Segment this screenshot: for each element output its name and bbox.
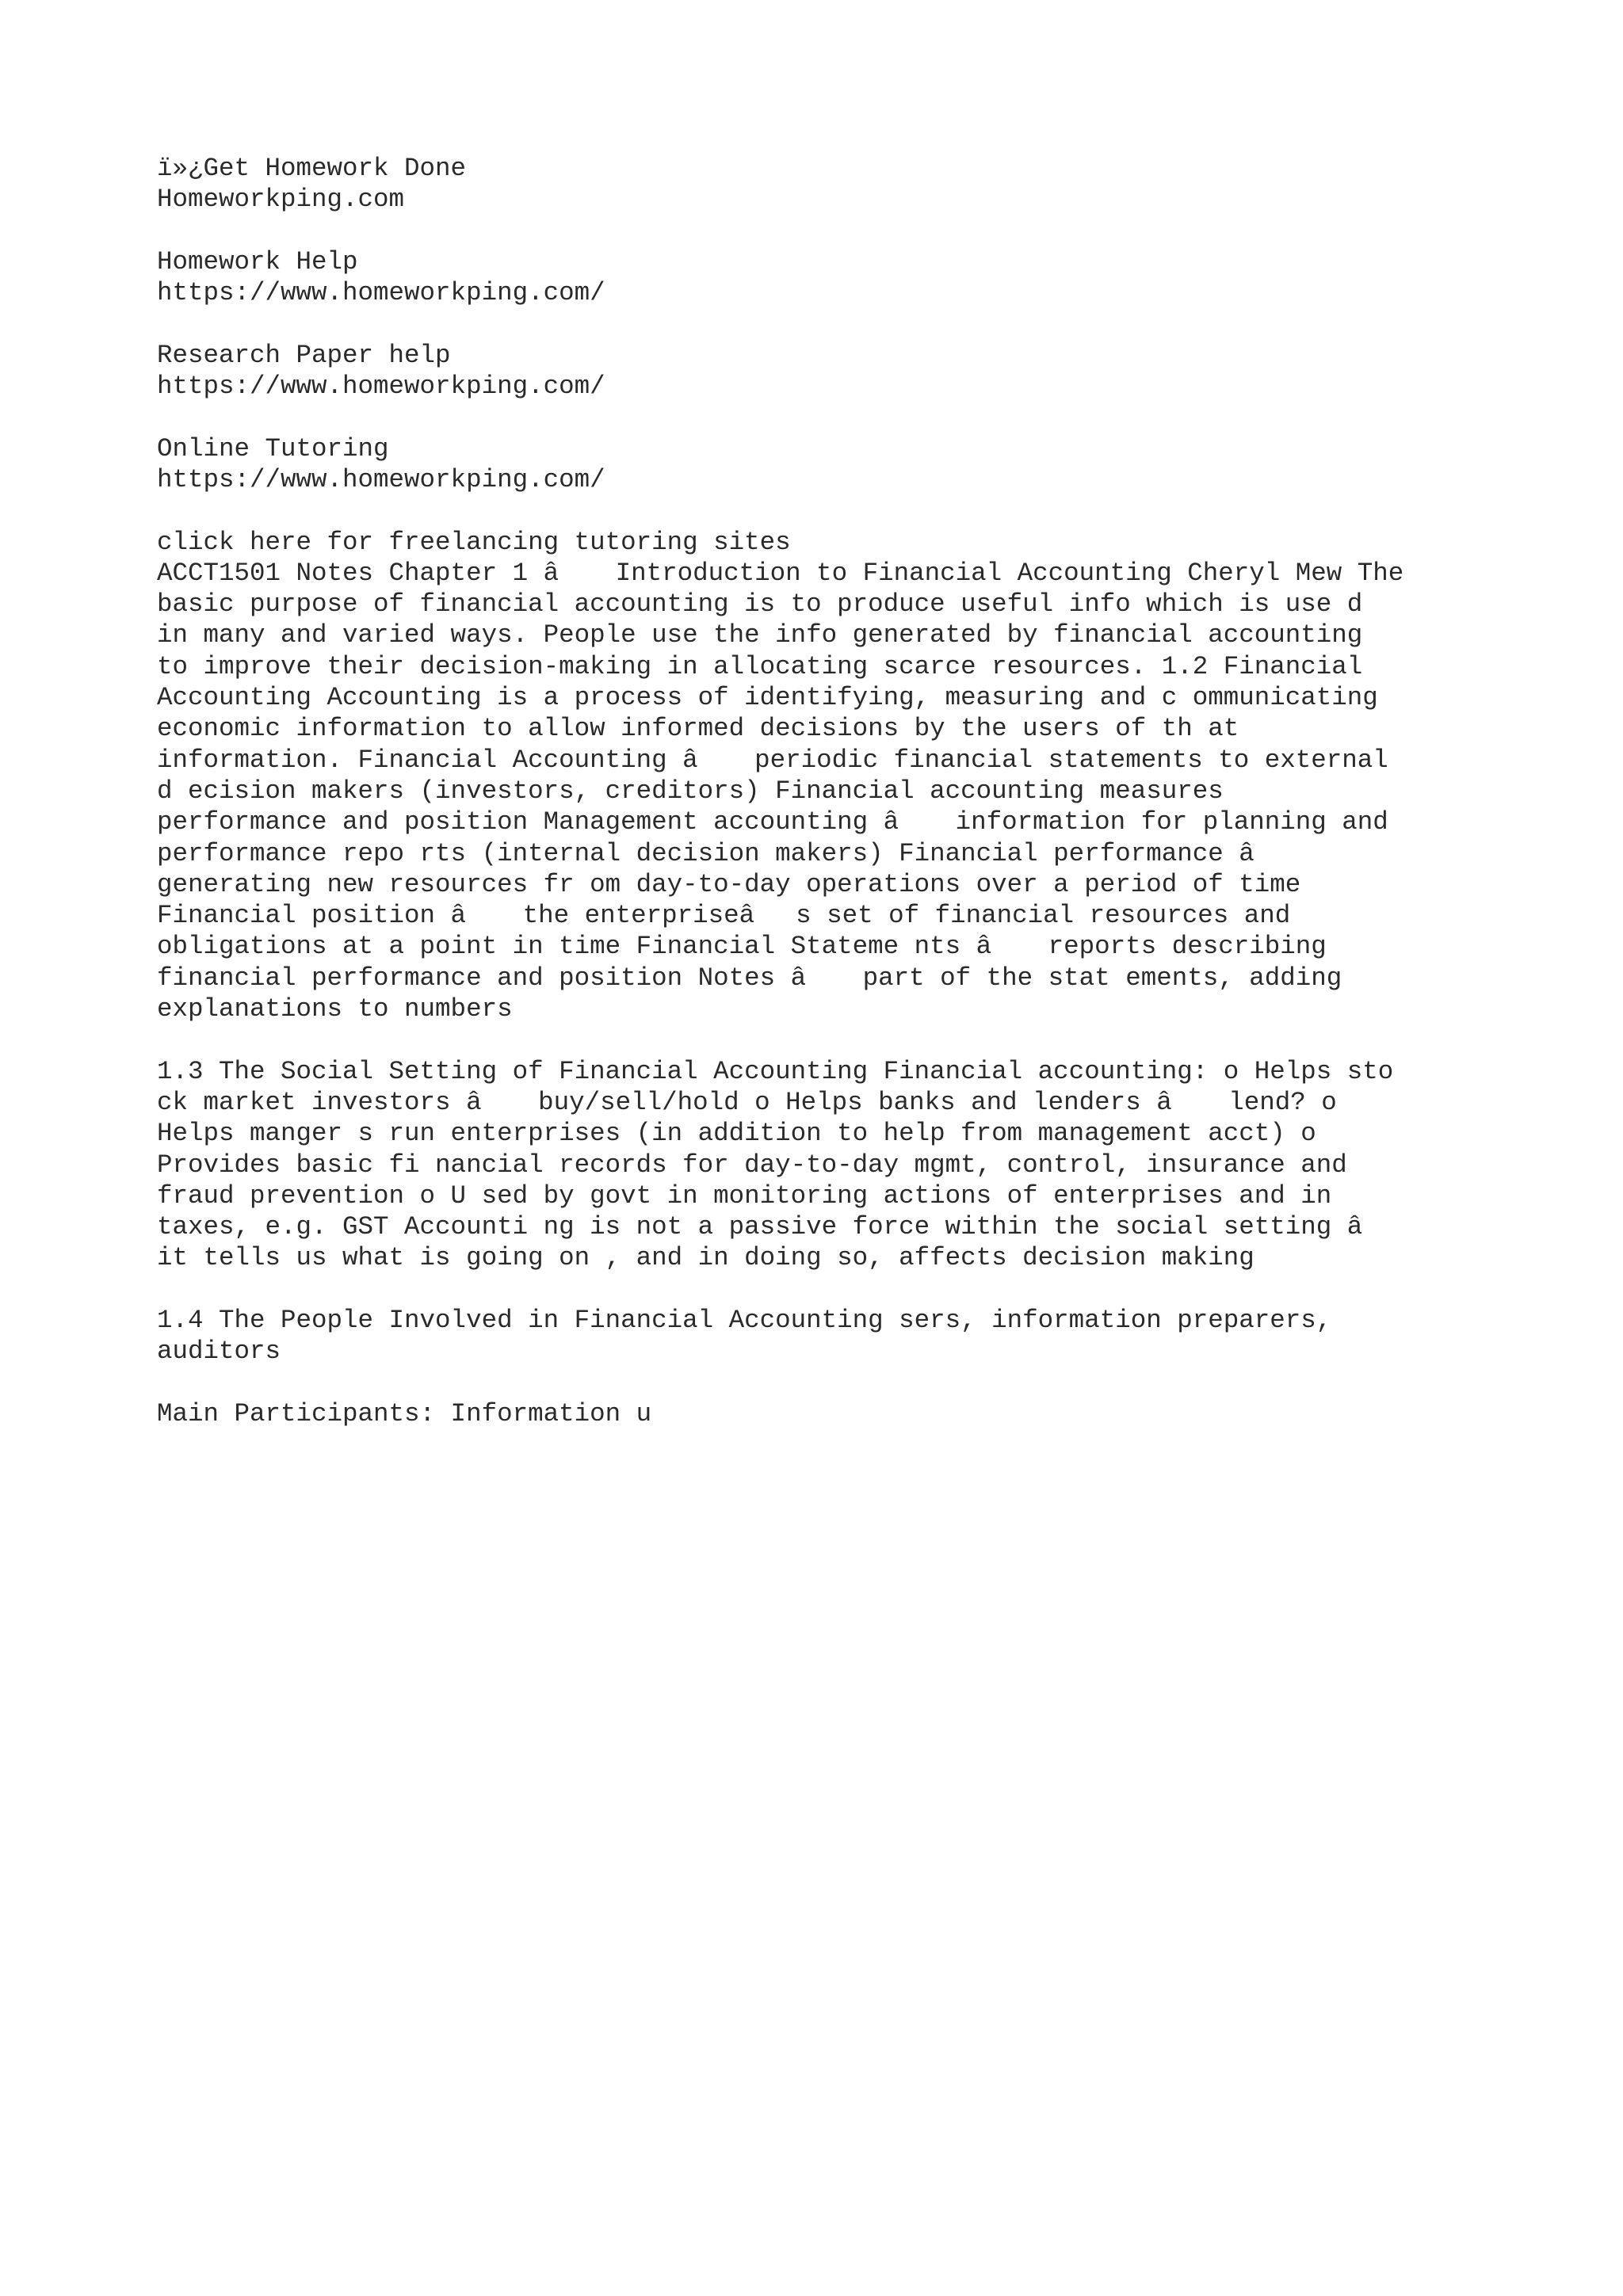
text-line: performance and position Management accounting â information for planning and <box>157 807 1388 837</box>
spacer <box>157 495 1504 526</box>
text-line: auditors <box>157 1337 281 1367</box>
text-line: taxes, e.g. GST Accounti ng is not a passive force within the social setting â <box>157 1212 1404 1242</box>
text-line: ck market investors â buy/sell/hold o Helps banks and lenders â lend? o <box>157 1087 1337 1117</box>
link-label-online-tutoring: Online Tutoring <box>157 433 389 463</box>
spacer <box>157 1024 1504 1055</box>
spacer <box>157 308 1504 339</box>
document-title: ï»¿Get Homework Done <box>157 154 467 183</box>
text-line: obligations at a point in time Financial Stateme nts â reports describing <box>157 932 1327 962</box>
link-url-research-paper-help[interactable]: https://www.homeworkping.com/ <box>157 372 605 402</box>
text-line: information. Financial Accounting â periodic financial statements to external <box>157 745 1388 775</box>
freelancing-link[interactable]: click here for freelancing tutoring sites <box>157 527 791 557</box>
text-line: 1.3 The Social Setting of Financial Accounting Financial accounting: o Helps sto <box>157 1056 1394 1086</box>
text-line: to improve their decision-making in allocating scarce resources. 1.2 Financial <box>157 651 1363 681</box>
text-line: ACCT1501 Notes Chapter 1 â Introduction to Financial Accounting Cheryl Mew The <box>157 558 1404 588</box>
text-line: Financial position â the enterpriseâs set of financial resources and <box>157 901 1291 931</box>
text-line: explanations to numbers <box>157 994 513 1024</box>
text-line: in many and varied ways. People use the info generated by financial accounting <box>157 620 1363 650</box>
text-line: performance repo rts (internal decision makers) Financial performance â <box>157 838 1296 868</box>
link-label-homework-help: Homework Help <box>157 246 358 277</box>
text-line: d ecision makers (investors, creditors) Financial accounting measures <box>157 776 1224 806</box>
spacer <box>157 402 1504 433</box>
text-line: 1.4 The People Involved in Financial Accounting sers, information preparers, <box>157 1305 1332 1335</box>
site-name: Homeworkping.com <box>157 185 405 215</box>
paragraph-social-setting <box>157 1056 1504 1274</box>
text-line: generating new resources fr om day-to-day operations over a period of time <box>157 869 1301 899</box>
spacer <box>157 1274 1504 1305</box>
document-page <box>157 153 1504 1429</box>
paragraph-people-involved <box>157 1305 1504 1367</box>
text-line: Provides basic fi nancial records for day-to-day mgmt, control, insurance and <box>157 1150 1347 1180</box>
link-label-research-paper-help: Research Paper help <box>157 340 451 370</box>
text-line: basic purpose of financial accounting is to produce useful info which is use d <box>157 589 1363 620</box>
text-line: Accounting Accounting is a process of identifying, measuring and c ommunicating <box>157 683 1378 713</box>
text-line: Helps manger s run enterprises (in addition to help from management acct) o <box>157 1119 1316 1149</box>
text-line: financial performance and position Notes â part of the stat ements, adding <box>157 963 1342 993</box>
spacer <box>157 215 1504 246</box>
text-line: it tells us what is going on , and in doing so, affects decision making <box>157 1243 1254 1273</box>
spacer <box>157 1367 1504 1398</box>
link-url-homework-help[interactable]: https://www.homeworkping.com/ <box>157 278 605 308</box>
text-line: fraud prevention o U sed by govt in monitoring actions of enterprises and in <box>157 1180 1332 1211</box>
text-line: economic information to allow informed decisions by the users of th at <box>157 714 1239 744</box>
paragraph-chapter-intro <box>157 558 1504 1024</box>
paragraph-main-participants: Main Participants: Information u <box>157 1398 652 1428</box>
link-url-online-tutoring[interactable]: https://www.homeworkping.com/ <box>157 464 605 494</box>
